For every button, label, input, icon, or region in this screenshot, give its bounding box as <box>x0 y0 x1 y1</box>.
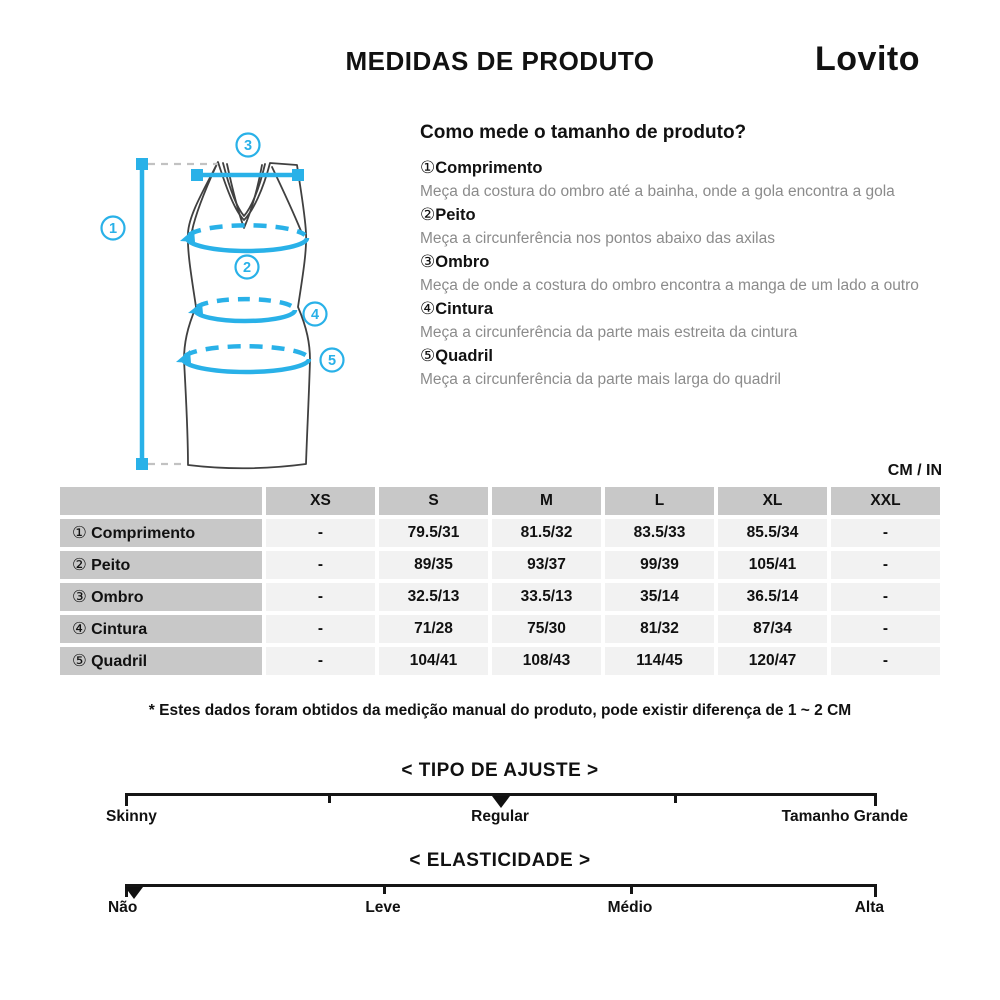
cell-value: 33.5/13 <box>492 583 601 611</box>
guide-item-ombro <box>420 250 944 297</box>
tick <box>874 793 877 806</box>
guide-item-comprimento <box>420 156 944 203</box>
elasticity-label-alta: Alta <box>854 899 884 916</box>
item-description: Meça da costura do ombro até a bainha, onde a gola encontra a gola <box>420 183 895 200</box>
item-number: ④ <box>420 299 436 318</box>
cell-value: - <box>266 519 375 547</box>
col-header-l: L <box>605 487 714 515</box>
badge-5: 5 <box>327 353 337 369</box>
tick <box>630 884 633 894</box>
cell-value: 71/28 <box>379 615 488 643</box>
badge-2: 2 <box>242 260 252 276</box>
corner-cell <box>60 487 262 515</box>
table-row <box>60 647 940 675</box>
fit-type-track <box>125 793 877 796</box>
item-description: Meça de onde a costura do ombro encontra a manga de um lado a outro <box>420 277 919 294</box>
tick <box>125 793 128 806</box>
item-label: Quadril <box>435 347 494 365</box>
cell-value: - <box>266 551 375 579</box>
cell-value: - <box>831 583 940 611</box>
measure-guide <box>420 122 944 391</box>
item-number: ② <box>420 205 436 224</box>
table-row <box>60 615 940 643</box>
col-header-m: M <box>492 487 601 515</box>
guide-heading: Como mede o tamanho de produto? <box>420 122 747 143</box>
fit-type-marker <box>492 796 510 808</box>
size-table <box>56 483 944 679</box>
cell-value: 81/32 <box>605 615 714 643</box>
item-label: Cintura <box>435 300 493 318</box>
cell-value: - <box>831 647 940 675</box>
cell-value: 99/39 <box>605 551 714 579</box>
row-label: ② Peito <box>60 551 262 579</box>
unit-label: CM / IN <box>887 462 942 479</box>
elasticity-track <box>125 884 877 887</box>
dress-measurement-diagram <box>80 130 400 490</box>
cell-value: 114/45 <box>605 647 714 675</box>
cell-value: 35/14 <box>605 583 714 611</box>
cell-value: 85.5/34 <box>718 519 827 547</box>
guide-item-quadril <box>420 344 944 391</box>
badge-4: 4 <box>310 307 320 323</box>
cell-value: - <box>266 647 375 675</box>
fit-label-regular: Regular <box>471 808 529 825</box>
cell-value: 89/35 <box>379 551 488 579</box>
item-number: ⑤ <box>420 346 436 365</box>
item-description: Meça a circunferência da parte mais larga do quadril <box>420 371 781 388</box>
cell-value: 93/37 <box>492 551 601 579</box>
cell-value: 87/34 <box>718 615 827 643</box>
brand-logo: Lovito <box>815 40 920 78</box>
cell-value: 32.5/13 <box>379 583 488 611</box>
fit-label-tamanho-grande: Tamanho Grande <box>781 808 908 825</box>
cell-value: 36.5/14 <box>718 583 827 611</box>
col-header-xxl: XXL <box>831 487 940 515</box>
col-header-xs: XS <box>266 487 375 515</box>
guide-item-peito <box>420 203 944 250</box>
cell-value: - <box>831 519 940 547</box>
cell-value: - <box>266 615 375 643</box>
row-label: ④ Cintura <box>60 615 262 643</box>
col-header-xl: XL <box>718 487 827 515</box>
cell-value: 81.5/32 <box>492 519 601 547</box>
elasticity-label-nao: Não <box>108 899 138 916</box>
elasticity-label-leve: Leve <box>365 899 401 916</box>
elasticity-title: < ELASTICIDADE > <box>409 850 591 871</box>
fit-type-title: < TIPO DE AJUSTE > <box>401 760 599 781</box>
item-label: Peito <box>435 206 476 224</box>
guide-item-cintura <box>420 297 944 344</box>
elasticity-marker <box>125 887 143 899</box>
table-header-row <box>60 487 940 515</box>
item-description: Meça a circunferência nos pontos abaixo das axilas <box>420 230 775 247</box>
cell-value: - <box>831 551 940 579</box>
table-row <box>60 583 940 611</box>
item-number: ③ <box>420 252 436 271</box>
measurement-disclaimer: * Estes dados foram obtidos da medição manual do produto, pode existir diferença de 1 ~ 2 CM <box>148 702 852 719</box>
tick <box>328 793 331 803</box>
row-label: ③ Ombro <box>60 583 262 611</box>
tick <box>383 884 386 894</box>
cell-value: - <box>831 615 940 643</box>
elasticity-label-medio: Médio <box>607 899 653 916</box>
cell-value: 83.5/33 <box>605 519 714 547</box>
cell-value: 79.5/31 <box>379 519 488 547</box>
cell-value: 105/41 <box>718 551 827 579</box>
col-header-s: S <box>379 487 488 515</box>
cell-value: 120/47 <box>718 647 827 675</box>
table-row <box>60 551 940 579</box>
row-label: ⑤ Quadril <box>60 647 262 675</box>
item-number: ① <box>420 158 436 177</box>
fit-label-skinny: Skinny <box>106 808 157 825</box>
item-label: Ombro <box>435 253 490 271</box>
cell-value: 108/43 <box>492 647 601 675</box>
row-label: ① Comprimento <box>60 519 262 547</box>
page-title: MEDIDAS DE PRODUTO <box>345 46 655 76</box>
item-description: Meça a circunferência da parte mais estreita da cintura <box>420 324 798 341</box>
tick <box>874 884 877 897</box>
item-label: Comprimento <box>435 159 543 177</box>
cell-value: 104/41 <box>379 647 488 675</box>
table-row <box>60 519 940 547</box>
badge-3: 3 <box>243 138 253 154</box>
cell-value: 75/30 <box>492 615 601 643</box>
badge-1: 1 <box>108 221 118 237</box>
tick <box>674 793 677 803</box>
cell-value: - <box>266 583 375 611</box>
